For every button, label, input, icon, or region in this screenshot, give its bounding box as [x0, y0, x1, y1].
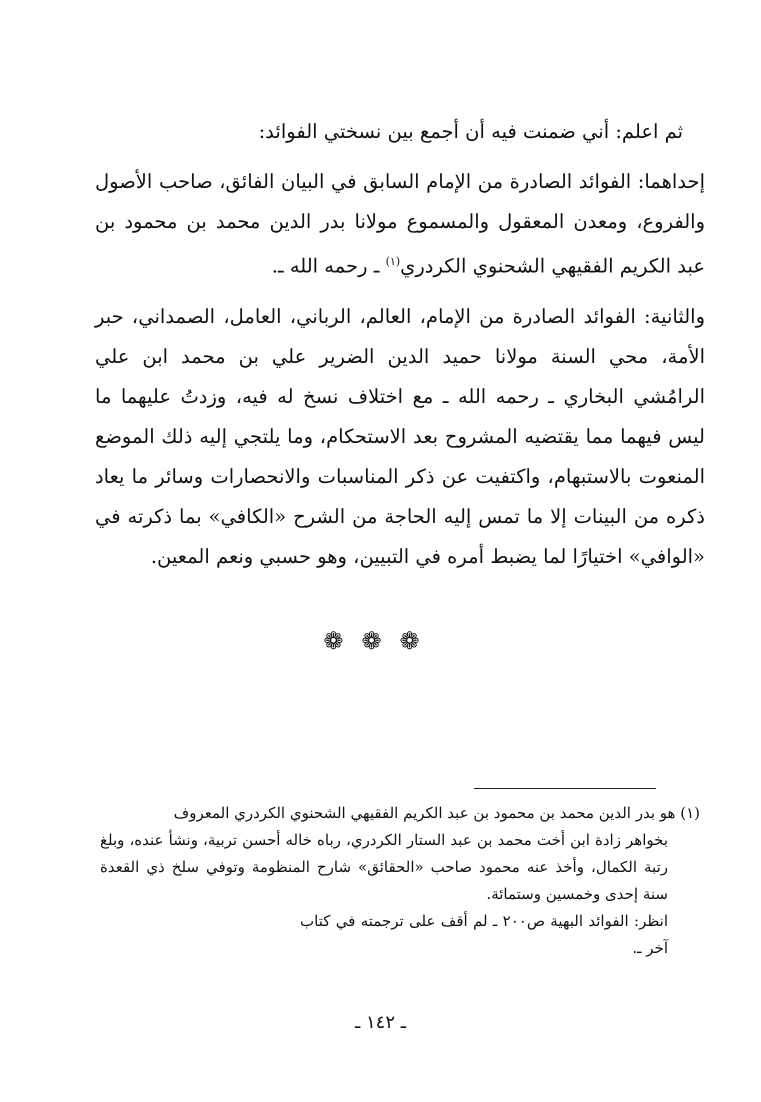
flower-ornament-icon: ❁	[361, 627, 400, 655]
footnote-reference[interactable]: (١)	[385, 255, 401, 268]
main-text	[95, 112, 705, 577]
paragraph-first-ending: ـ رحمه الله ـ.	[271, 254, 386, 278]
paragraph-second-copy: والثانية: الفوائد الصادرة من الإمام، العالم، الرباني، العامل، الصمداني، حبر الأمة، محي السنة مولانا حميد الدين الضرير علي بن محمد ابن علي الرامُشي البخاري ـ رحمه الله ـ مع اختلاف نسخ له فيه، وزدتُ عليهما ما ليس فيهما مما يقتضيه المشروح بعد الاستحكام، وما يلتجي إليه ذلك الموضع المنعوت بالاستبهام، واكتفيت عن ذكر المناسبات والانحصارات وسائر ما يعاد ذكره من البينات إلا ما تمس إليه الحاجة من الشرح «الكافي» بما ذكرته في «الوافي» اختيارًا لما يضبط أمره في التبيين، وهو حسبي ونعم المعين.	[95, 304, 705, 568]
flower-ornament-icon: ❁	[399, 627, 438, 655]
paragraph-first-copy	[95, 162, 705, 287]
footnote-line: (١) هو بدر الدين محمد بن محمود بن عبد الكريم الفقيهي الشحنوي الكردري المعروف	[173, 804, 700, 822]
page-number: ـ ١٤٢ ـ	[354, 1012, 406, 1033]
footnotes	[100, 800, 700, 962]
footnote-source: انظر: الفوائد البهية ص٢٠٠ ـ لم أقف على ترجمته في كتاب آخر ـ.	[300, 912, 668, 957]
flower-ornament-icon: ❁	[323, 627, 362, 655]
paragraph-first-text: إحداهما: الفوائد الصادرة من الإمام السابق في البيان الفائق، صاحب الأصول والفروع، ومعدن المعقول والمسموع مولانا بدر الدين محمد بن محمود بن عبد الكريم الفقيهي الشحنوي الكردري	[95, 170, 705, 278]
footnote-continuation: بخواهر زادة ابن أخت محمد بن عبد الستار الكردري، رباه خاله أحسن تربية، ونشأ عنده، وبلغ رتبة الكمال، وأخذ عنه محمود صاحب «الحقائق» شارح المنظومة وتوفي سلخ ذي القعدة سنة إحدى وخمسين وستمائة.	[100, 831, 668, 903]
intro-line: ثم اعلم: أني ضمنت فيه أن أجمع بين نسختي الفوائد:	[258, 120, 683, 143]
footnote-separator	[474, 788, 656, 789]
section-divider-ornaments	[0, 627, 761, 655]
